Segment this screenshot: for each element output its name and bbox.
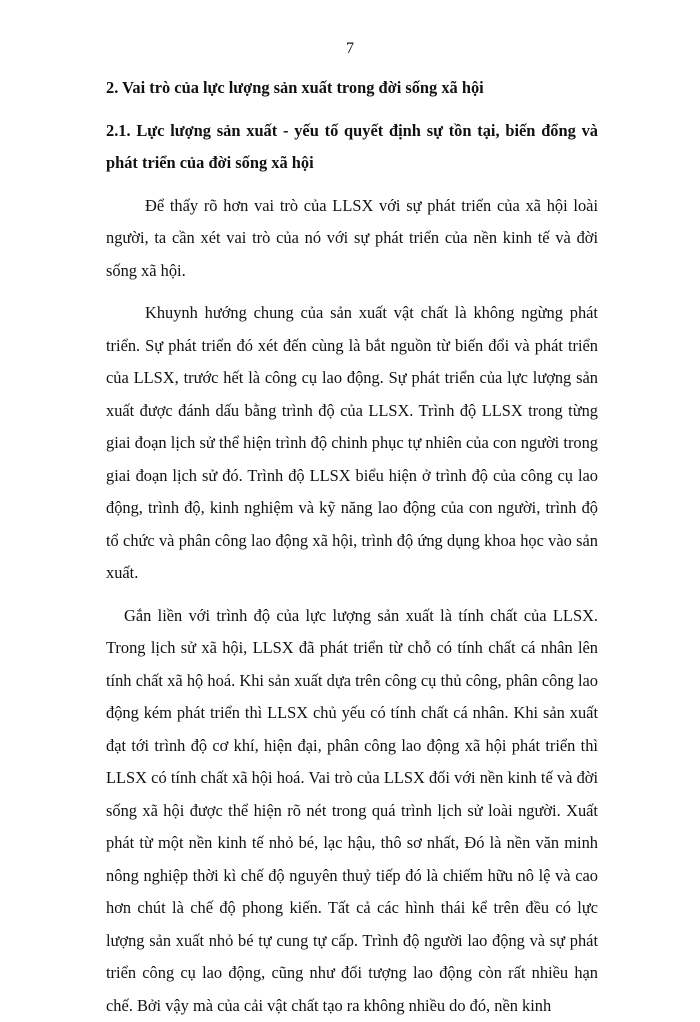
- subsection-heading: 2.1. Lực lượng sản xuất - yếu tố quyết định sự tồn tại, biến đổng và phát triển của đời sống xã hội: [106, 115, 598, 180]
- paragraph-1: Để thấy rõ hơn vai trò của LLSX với sự phát triển của xã hội loài người, ta cần xét vai trò của nó với sự phát triển của nền kinh tế và đời sống xã hội.: [106, 190, 598, 288]
- paragraph-2: Khuynh hướng chung của sản xuất vật chất là không ngừng phát triển. Sự phát triển đó xét đến cùng là bắt nguồn từ biến đổi và phát triển của LLSX, trước hết là công cụ lao động. Sự phát triển của lực lượng sản xuất được đánh dấu bằng trình độ của LLSX. Trình độ LLSX trong từng giai đoạn lịch sử thể hiện trình độ chinh phục tự nhiên của con người trong giai đoạn lịch sử đó. Trình độ LLSX biểu hiện ở trình độ của công cụ lao động, trình độ, kinh nghiệm và kỹ năng lao động của con người, trình độ tổ chức và phân công lao động xã hội, trình độ ứng dụng khoa học vào sản xuất.: [106, 297, 598, 590]
- section-heading: 2. Vai trò của lực lượng sản xuất trong đời sống xã hội: [106, 72, 598, 105]
- paragraph-3: Gắn liền với trình độ của lực lượng sản xuất là tính chất của LLSX. Trong lịch sử xã hội, LLSX đã phát triển từ chỗ có tính chất cá nhân lên tính chất xã hộ hoá. Khi sản xuất dựa trên công cụ thủ công, phân công lao động kém phát triển thì LLSX chủ yếu có tính chất cá nhân. Khi sản xuất đạt tới trình độ cơ khí, hiện đại, phân công lao động xã hội phát triển thì LLSX có tính chất xã hội hoá. Vai trò của LLSX đối với nền kinh tế và đời sống xã hội được thể hiện rõ nét trong quá trình lịch sử loài người. Xuất phát từ một nền kinh tế nhỏ bé, lạc hậu, thô sơ nhất, Đó là nền văn minh nông nghiệp thời kì chế độ nguyên thuỷ tiếp đó là chiếm hữu nô lệ và cao hơn chút là chế độ phong kiến. Tất cả các hình thái kể trên đều có lực lượng sản xuất nhỏ bé tự cung tự cấp. Trình độ người lao động và sự phát triển công cụ lao động, cũng như đối tượng lao động còn rất nhiều hạn chế. Bởi vậy mà của cải vật chất tạo ra không nhiều do đó, nền kinh: [106, 600, 598, 1022]
- document-body: [106, 72, 598, 1022]
- page-number: 7: [0, 40, 700, 58]
